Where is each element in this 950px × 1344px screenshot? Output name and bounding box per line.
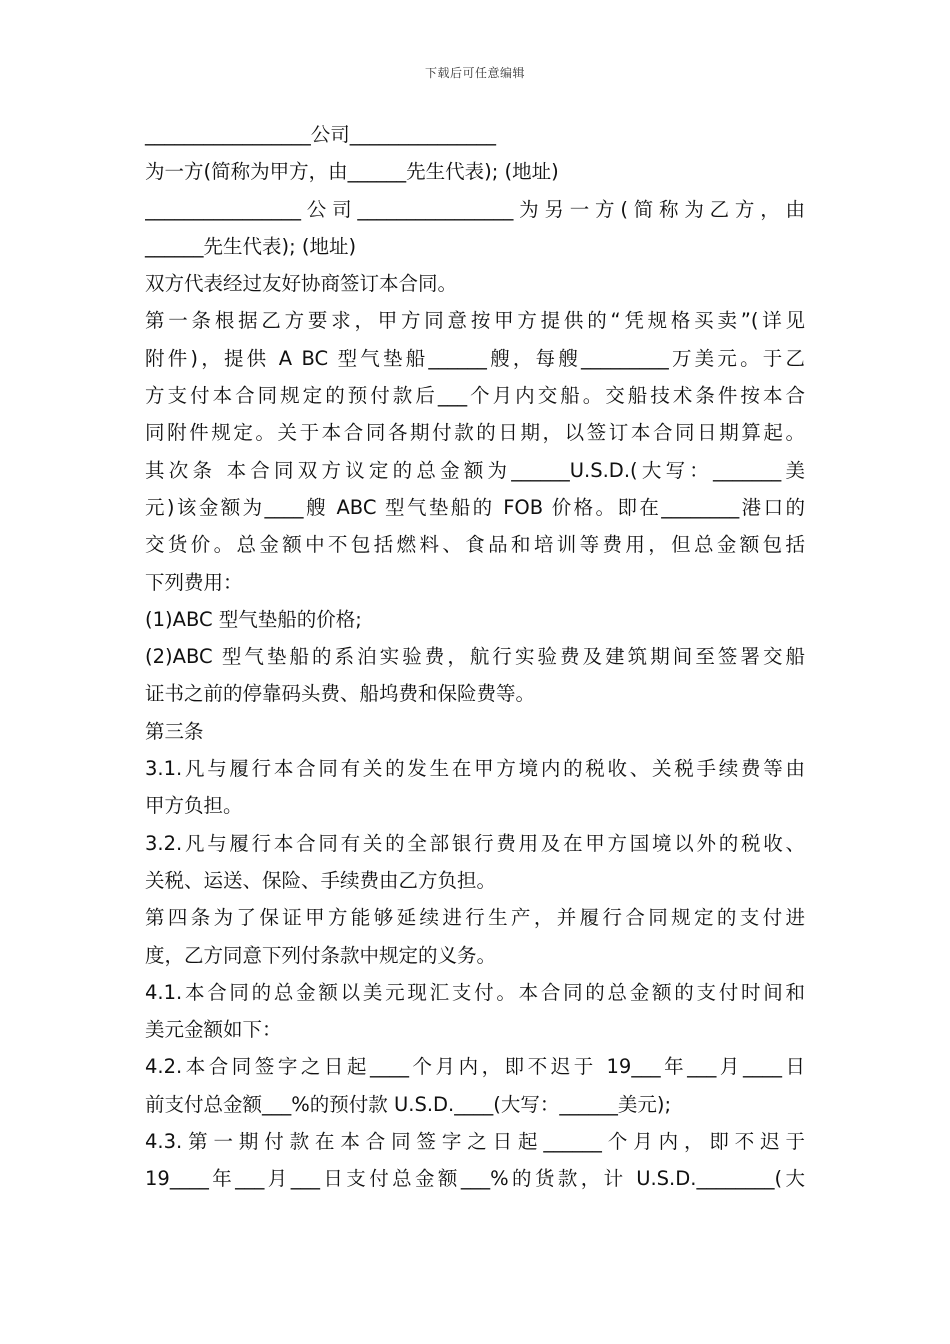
contract-line: 第四条为了保证甲方能够延续进行生产，并履行合同规定的支付进 [145,906,805,930]
contract-line: ________________公司________________为另一方(简称为乙方，由 [145,197,805,221]
contract-line: 为一方(简称为甲方，由______先生代表); (地址) [145,160,559,184]
contract-line: 前支付总金额___%的预付款 U.S.D.____(大写：______美元); [145,1092,672,1116]
contract-line: 3.1.凡与履行本合同有关的发生在甲方境内的税收、关税手续费等由 [145,757,805,781]
contract-line: 度，乙方同意下列付条款中规定的义务。 [145,943,497,967]
contract-line: 附件)，提供 A BC 型气垫船______艘，每艘_________万美元。于乙 [145,346,805,370]
page-header-note: 下载后可任意编辑 [424,66,525,80]
contract-line: 第一条根据乙方要求，甲方同意按甲方提供的“凭规格买卖”(详见 [145,309,805,333]
contract-line: (1)ABC 型气垫船的价格; [145,607,362,631]
contract-line: 元)该金额为____艘 ABC 型气垫船的 FOB 价格。即在________港口的 [145,495,805,519]
contract-line: 下列费用： [145,570,243,594]
contract-line: 3.2.凡与履行本合同有关的全部银行费用及在甲方国境以外的税收、 [145,831,805,855]
contract-line: 证书之前的停靠码头费、船坞费和保险费等。 [145,682,536,706]
contract-line: 美元金额如下： [145,1018,282,1042]
contract-line: 甲方负担。 [145,794,243,818]
contract-line: 4.3.第一期付款在本合同签字之日起______个月内，即不迟于 [145,1130,805,1154]
contract-line: 其次条 本合同双方议定的总金额为______U.S.D.(大写：_______美 [145,458,805,482]
contract-line: 4.2.本合同签字之日起____个月内，即不迟于 19___年___月____日 [145,1055,805,1079]
contract-line: (2)ABC 型气垫船的系泊实验费，航行实验费及建筑期间至签署交船 [145,645,805,669]
contract-line: 关税、运送、保险、手续费由乙方负担。 [145,868,497,892]
contract-line: 第三条 [145,719,204,743]
contract-line: ______先生代表); (地址) [145,234,357,258]
contract-line: 19____年___月___日支付总金额___%的货款，计 U.S.D.________(大 [145,1167,805,1191]
contract-line: 4.1.本合同的总金额以美元现汇支付。本合同的总金额的支付时间和 [145,980,805,1004]
contract-line: 同附件规定。关于本合同各期付款的日期，以签订本合同日期算起。 [145,421,805,445]
contract-line: 双方代表经过友好协商签订本合同。 [145,272,458,296]
contract-line: 方支付本合同规定的预付款后___个月内交船。交船技术条件按本合 [145,384,805,408]
contract-line: 交货价。总金额中不包括燃料、食品和培训等费用，但总金额包括 [145,533,805,557]
contract-line: _________________公司_______________ [145,123,497,146]
contract-body [145,116,805,1198]
